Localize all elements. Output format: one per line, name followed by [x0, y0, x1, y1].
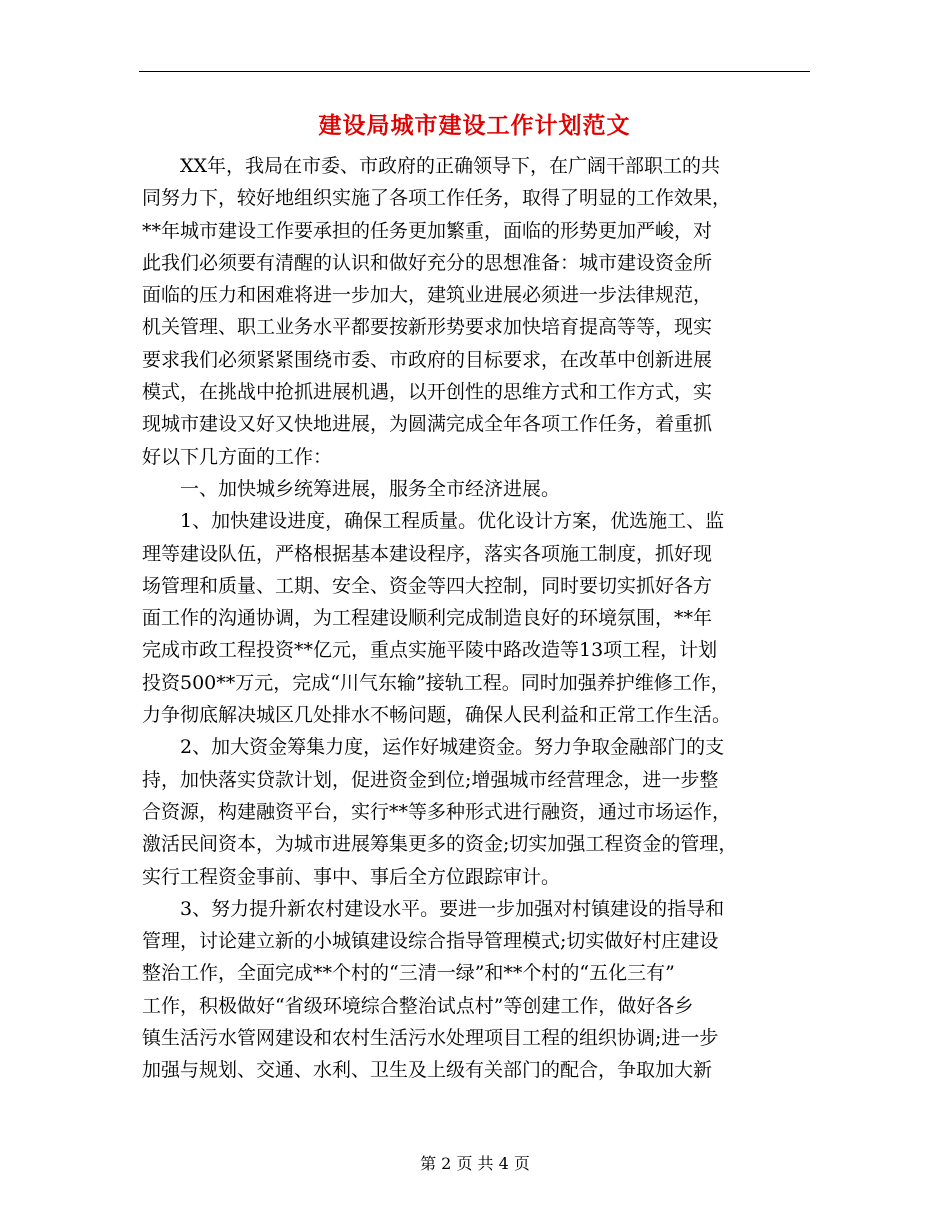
text-line: 激活民间资本，为城市进展筹集更多的资金;切实加强工程资金的管理， — [142, 833, 738, 856]
text-line: 整治工作，全面完成**个村的“三清一绿”和**个村的“五化三有” — [142, 962, 675, 985]
text-line: 同努力下，较好地组织实施了各项工作任务，取得了明显的工作效果， — [142, 187, 732, 210]
text-line: 3、努力提升新农村建设水平。要进一步加强对村镇建设的指导和 — [180, 897, 725, 920]
text-line: 2、加大资金筹集力度，运作好城建资金。努力争取金融部门的支 — [180, 736, 725, 759]
section-heading-1 — [142, 473, 810, 505]
text-line: XX年，我局在市委、市政府的正确领导下，在广阔干部职工的共 — [180, 155, 721, 177]
text-line: 投资500**万元，完成“川气东输”接轨工程。同时加强养护维修工作， — [142, 671, 730, 694]
page-number-footer: 第 2 页 共 4 页 — [420, 1154, 530, 1173]
paragraph-item-3 — [142, 893, 810, 1087]
text-line: 力争彻底解决城区几处排水不畅问题，确保人民利益和正常工作生活。 — [142, 704, 732, 727]
header-rule — [139, 71, 810, 72]
text-line: 面临的压力和困难将进一步加大，建筑业进展必须进一步法律规范， — [142, 284, 713, 307]
text-line: 持，加快落实贷款计划，促进资金到位;增强城市经营理念，进一步整 — [142, 768, 719, 791]
text-line: 场管理和质量、工期、安全、资金等四大控制，同时要切实抓好各方 — [142, 574, 713, 597]
text-line: 一、加快城乡统筹进展，服务全市经济进展。 — [180, 477, 561, 500]
text-line: 合资源，构建融资平台，实行**等多种形式进行融资，通过市场运作， — [142, 800, 732, 823]
text-line: 面工作的沟通协调，为工程建设顺利完成制造良好的环境氛围，**年 — [142, 607, 713, 630]
paragraph-intro — [142, 150, 810, 473]
text-line: 加强与规划、交通、水利、卫生及上级有关部门的配合，争取加大新 — [142, 1059, 713, 1082]
paragraph-item-2 — [142, 731, 810, 892]
text-line: 镇生活污水管网建设和农村生活污水处理项目工程的组织协调;进一步 — [142, 1027, 719, 1050]
paragraph-item-1 — [142, 505, 810, 731]
text-line: 好以下几方面的工作： — [142, 445, 333, 468]
text-line: 机关管理、职工业务水平都要按新形势要求加快培育提高等等，现实 — [142, 316, 713, 339]
document-title: 建设局城市建设工作计划范文 — [318, 112, 631, 139]
text-line: 实行工程资金事前、事中、事后全方位跟踪审计。 — [142, 865, 561, 888]
text-line: **年城市建设工作要承担的任务更加繁重，面临的形势更加严峻，对 — [142, 219, 713, 242]
text-line: 理等建设队伍，严格根据基本建设程序，落实各项施工制度，抓好现 — [142, 542, 713, 565]
text-line: 此我们必须要有清醒的认识和做好充分的思想准备：城市建设资金所 — [142, 251, 713, 274]
text-line: 完成市政工程投资**亿元，重点实施平陵中路改造等13项工程，计划 — [142, 639, 718, 662]
text-line: 要求我们必须紧紧围绕市委、市政府的目标要求，在改革中创新进展 — [142, 348, 713, 371]
text-line: 1、加快建设进度，确保工程质量。优化设计方案，优选施工、监 — [180, 510, 725, 533]
text-line: 现城市建设又好又快地进展，为圆满完成全年各项工作任务，着重抓 — [142, 413, 713, 436]
text-line: 工作，积极做好“省级环境综合整治试点村”等创建工作，做好各乡 — [142, 994, 694, 1017]
text-line: 模式，在挑战中抢抓进展机遇，以开创性的思维方式和工作方式，实 — [142, 381, 713, 404]
document-body — [142, 150, 810, 1087]
text-line: 管理，讨论建立新的小城镇建设综合指导管理模式;切实做好村庄建设 — [142, 930, 719, 953]
